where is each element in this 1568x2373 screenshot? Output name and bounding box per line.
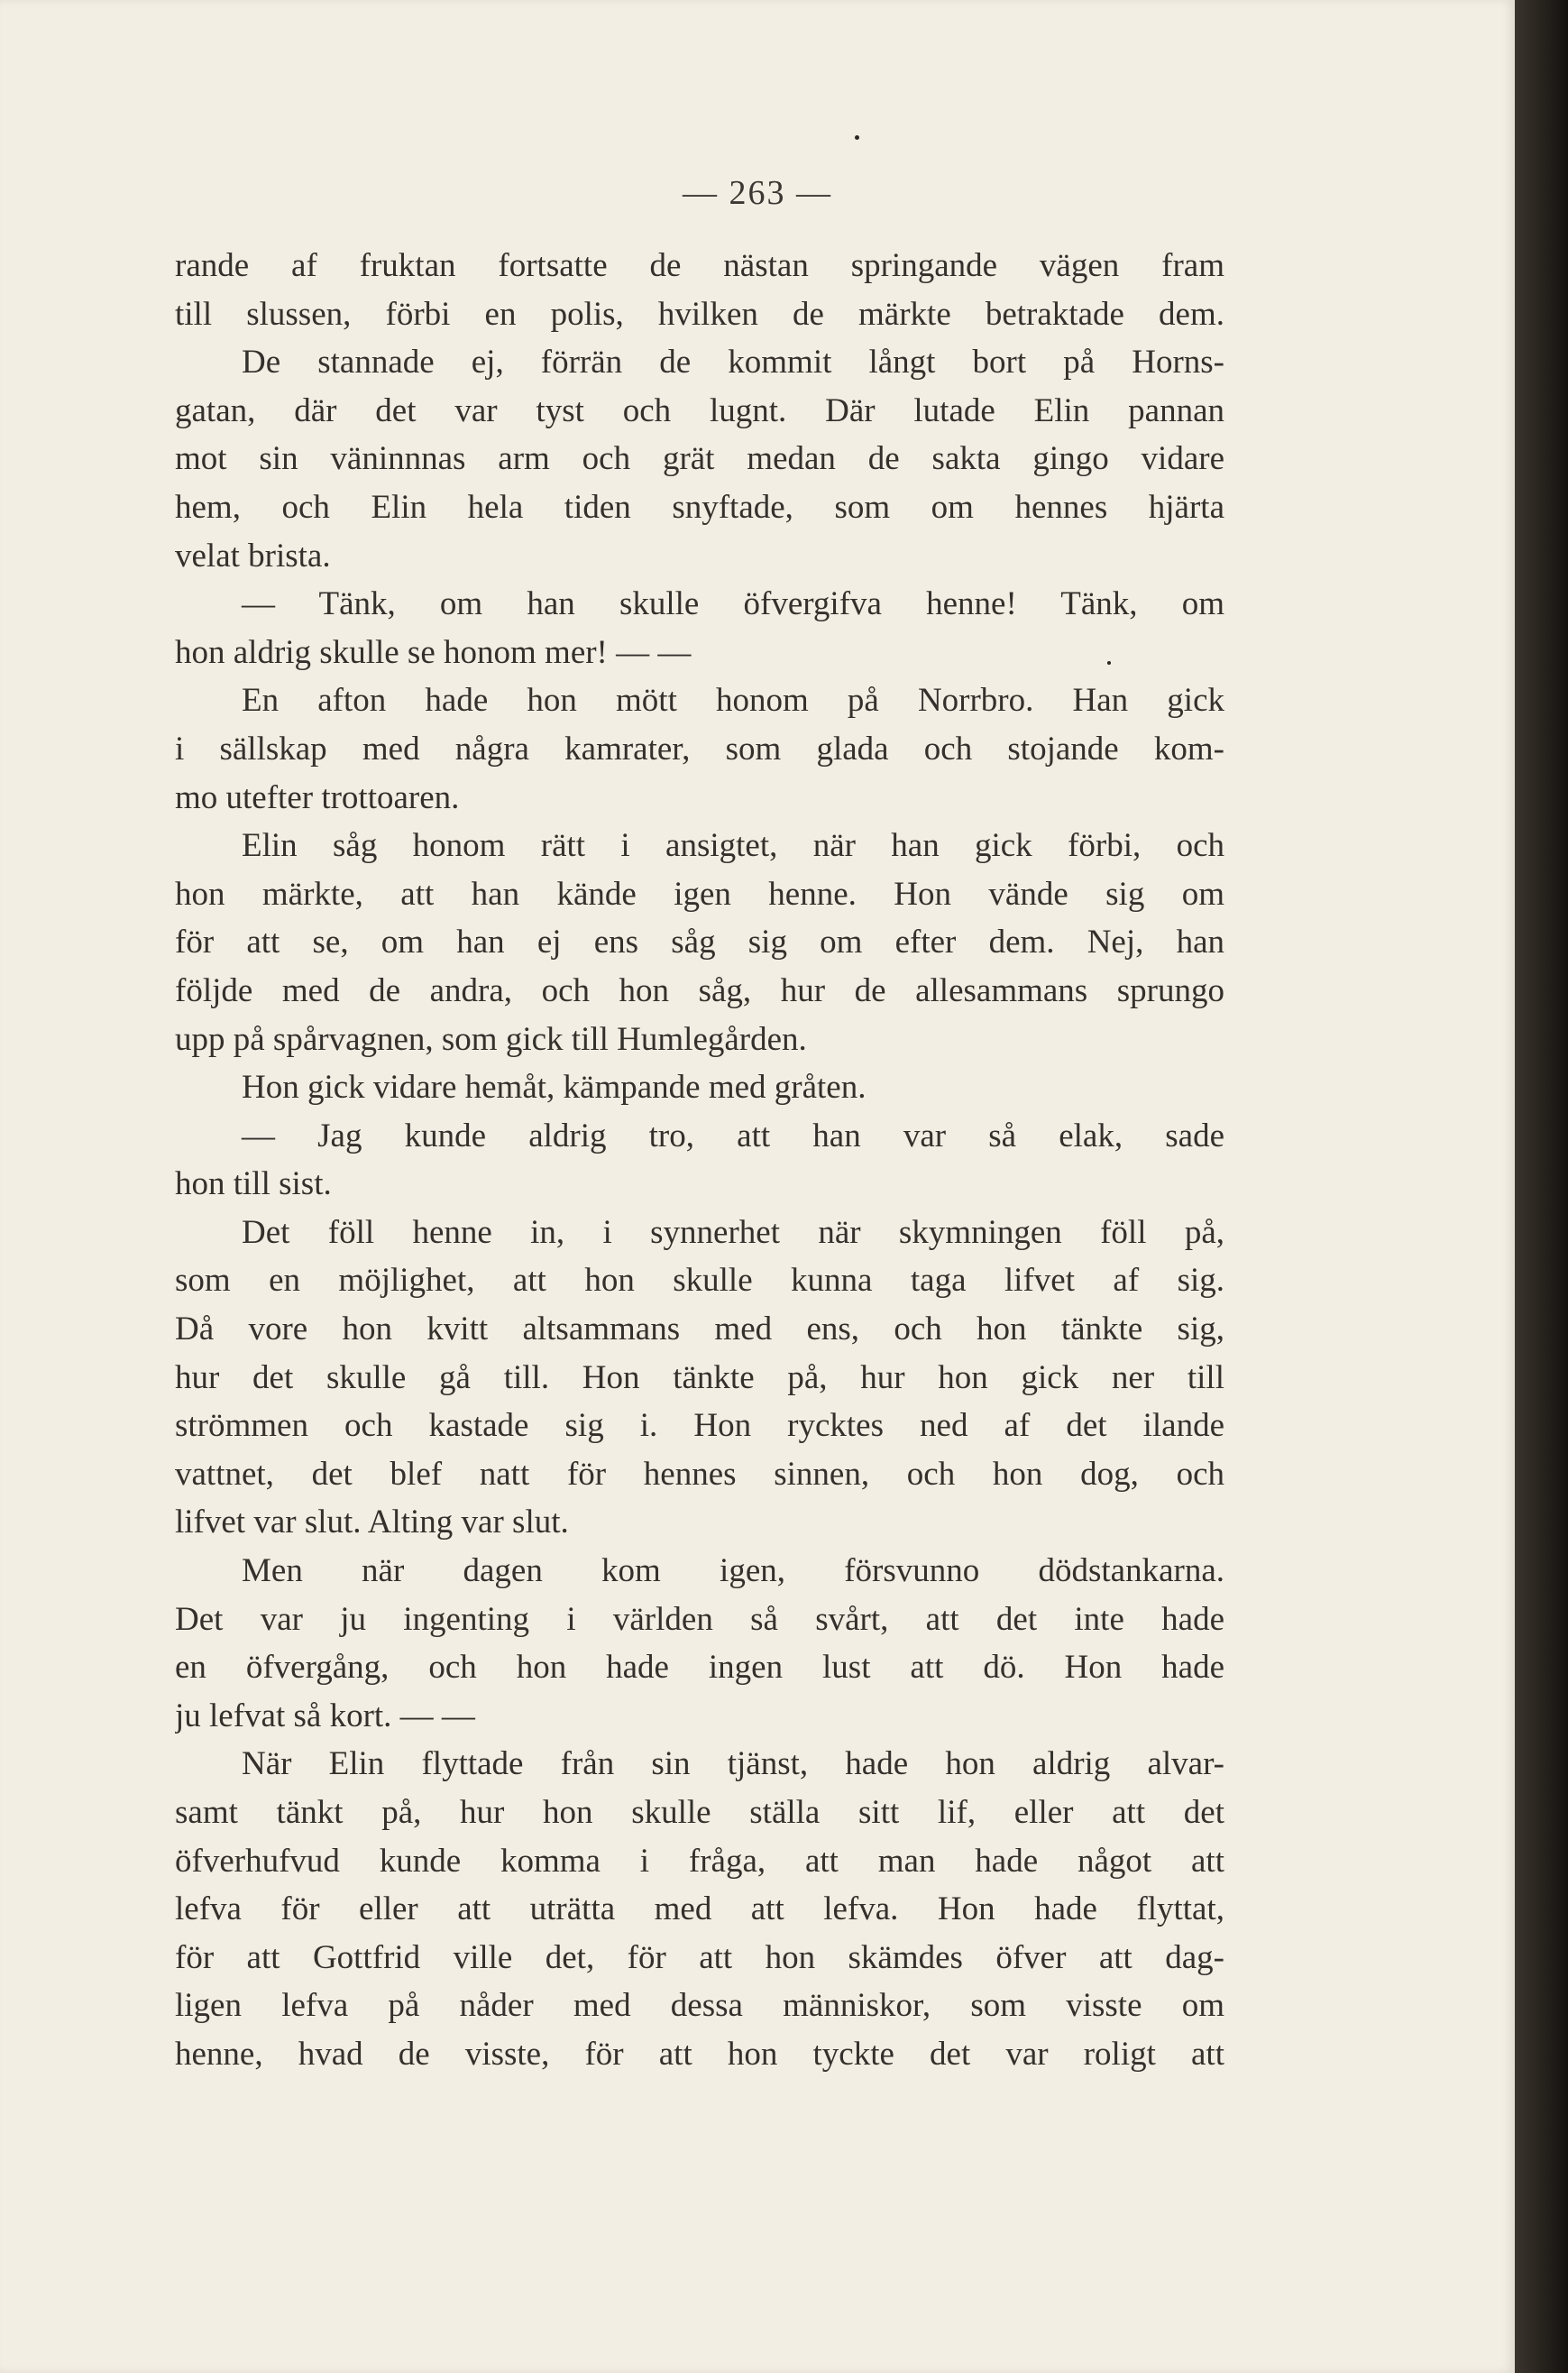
text-line: Men när dagen kom igen, försvunno dödstankarna. [242, 1552, 1224, 1590]
text-line: henne, hvad de visste, för att hon tyckte det var roligt att [175, 2035, 1224, 2073]
text-line: gatan, där det var tyst och lugnt. Där lutade Elin pannan [175, 391, 1224, 429]
text-line: ju lefvat så kort. — — [175, 1697, 475, 1734]
text-line: hon aldrig skulle se honom mer! — — [175, 633, 692, 671]
text-line: En afton hade hon mött honom på Norrbro. Han gick [242, 682, 1224, 720]
text-line: mot sin väninnnas arm och grät medan de sakta gingo vidare [175, 440, 1224, 478]
text-line: vattnet, det blef natt för hennes sinnen, och hon dog, och [175, 1455, 1224, 1493]
text-line: för att se, om han ej ens såg sig om efter dem. Nej, han [175, 924, 1224, 961]
text-line: följde med de andra, och hon såg, hur de allesammans sprungo [175, 971, 1224, 1009]
text-line: Hon gick vidare hemåt, kämpande med gråten. [242, 1069, 867, 1107]
text-line: upp på spårvagnen, som gick till Humlegården. [175, 1020, 807, 1058]
text-line: mo utefter trottoaren. [175, 778, 460, 816]
text-line: velat brista. [175, 537, 331, 575]
text-line: som en möjlighet, att hon skulle kunna taga lifvet af sig. [175, 1262, 1224, 1300]
body-text [175, 242, 1224, 2079]
text-line: De stannade ej, förrän de kommit långt bort på Horns- [242, 344, 1224, 382]
text-line: hon till sist. [175, 1165, 332, 1203]
page-edge-shadow [1515, 0, 1568, 2373]
text-line: strömmen och kastade sig i. Hon rycktes ned af det ilande [175, 1407, 1224, 1445]
text-line: ligen lefva på nåder med dessa människor, som visste om [175, 1987, 1224, 2025]
text-line: rande af fruktan fortsatte de nästan springande vägen fram [175, 247, 1224, 284]
text-line: i sällskap med några kamrater, som glada och stojande kom- [175, 730, 1224, 768]
ink-speck [1107, 661, 1111, 665]
text-line: — Jag kunde aldrig tro, att han var så elak, sade [242, 1117, 1224, 1154]
text-line: för att Gottfrid ville det, för att hon skämdes öfver att dag- [175, 1938, 1224, 1976]
text-line: Det var ju ingenting i världen så svårt, att det inte hade [175, 1600, 1224, 1638]
text-line: När Elin flyttade från sin tjänst, hade hon aldrig alvar- [242, 1745, 1224, 1783]
text-line: hem, och Elin hela tiden snyftade, som om hennes hjärta [175, 488, 1224, 526]
text-line: en öfvergång, och hon hade ingen lust att dö. Hon hade [175, 1649, 1224, 1687]
ink-speck [855, 135, 859, 140]
text-line: Elin såg honom rätt i ansigtet, när han gick förbi, och [242, 827, 1224, 865]
text-line: — Tänk, om han skulle öfvergifva henne! Tänk, om [242, 585, 1224, 623]
text-line: till slussen, förbi en polis, hvilken de märkte betraktade dem. [175, 295, 1224, 333]
text-line: hur det skulle gå till. Hon tänkte på, hur hon gick ner till [175, 1358, 1224, 1396]
text-line: samt tänkt på, hur hon skulle ställa sitt lif, eller att det [175, 1794, 1224, 1831]
text-line: Då vore hon kvitt altsammans med ens, och hon tänkte sig, [175, 1311, 1224, 1348]
page-number: — 263 — [683, 174, 832, 212]
text-line: hon märkte, att han kände igen henne. Hon vände sig om [175, 875, 1224, 913]
text-line: lifvet var slut. Alting var slut. [175, 1504, 569, 1541]
text-line: lefva för eller att uträtta med att lefva. Hon hade flyttat, [175, 1890, 1224, 1928]
text-line: öfverhufvud kunde komma i fråga, att man hade något att [175, 1842, 1224, 1880]
text-line: Det föll henne in, i synnerhet när skymningen föll på, [242, 1213, 1224, 1251]
